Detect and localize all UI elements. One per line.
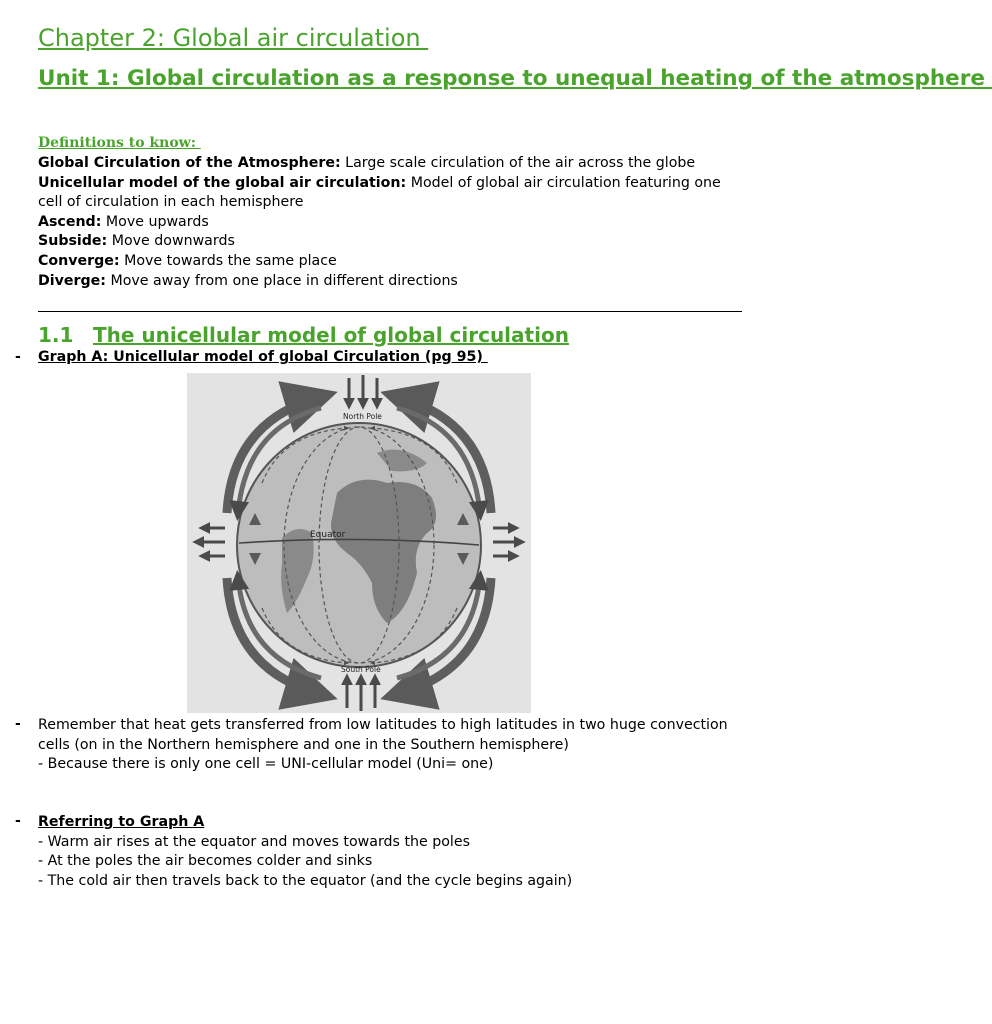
globe-diagram-svg bbox=[187, 373, 531, 713]
definition-item bbox=[38, 272, 738, 292]
explanation-line: - Warm air rises at the equator and moves towards the poles bbox=[38, 833, 470, 850]
unicellular-note: - Because there is only one cell = UNI-cellular model (Uni= one) bbox=[38, 756, 494, 773]
explanation-line: - At the poles the air becomes colder and sinks bbox=[38, 853, 373, 870]
graph-a-reference: Referring to Graph A bbox=[38, 814, 205, 830]
equator-label: Equator bbox=[310, 530, 346, 540]
definition-text: Model of global air circulation featuring one cell of circulation in each hemisphere bbox=[38, 174, 721, 211]
north-pole-label: North Pole bbox=[343, 412, 382, 421]
circulation-diagram bbox=[187, 373, 531, 713]
definition-term: Global Circulation of the Atmosphere: bbox=[38, 155, 341, 171]
definition-item bbox=[38, 174, 738, 213]
definition-text: Large scale circulation of the air across the globe bbox=[340, 155, 696, 171]
bullet-dash: - bbox=[15, 349, 21, 365]
definition-term: Ascend: bbox=[38, 213, 102, 230]
section-heading bbox=[38, 321, 569, 349]
definition-text: Move away from one place in different directions bbox=[105, 272, 458, 289]
bullet-dash: - bbox=[15, 813, 21, 829]
unit-title bbox=[38, 64, 992, 93]
definition-text: Move upwards bbox=[101, 213, 209, 230]
definition-item bbox=[38, 154, 738, 174]
definitions-heading: Definitions to know: bbox=[38, 135, 201, 151]
definition-item bbox=[38, 252, 738, 272]
bullet-dash: - bbox=[15, 716, 21, 732]
section-number: 1.1 bbox=[38, 323, 74, 347]
graph-a-explanation bbox=[38, 813, 738, 891]
chapter-title: Chapter 2: Global air circulation bbox=[38, 24, 429, 52]
definition-term: Unicellular model of the global air circulation: bbox=[38, 174, 407, 191]
south-pole-label: South Pole bbox=[341, 665, 381, 674]
unit-title-text: Unit 1: Global circulation as a response to unequal heating of the atmosphere bbox=[38, 66, 992, 91]
definition-term: Converge: bbox=[38, 252, 120, 269]
definitions-list bbox=[38, 154, 738, 291]
definition-item bbox=[38, 213, 738, 233]
section-title: The unicellular model of global circulation bbox=[93, 323, 569, 347]
definition-term: Subside: bbox=[38, 233, 108, 250]
definition-item bbox=[38, 232, 738, 252]
explanation-line: - The cold air then travels back to the equator (and the cycle begins again) bbox=[38, 872, 573, 889]
definition-text: Move downwards bbox=[107, 233, 235, 250]
definition-term: Diverge: bbox=[38, 272, 106, 289]
convection-paragraph bbox=[38, 716, 738, 775]
convection-text: Remember that heat gets transferred from low latitudes to high latitudes in two huge convection cells (on in the Northern hemisphere and one in the Southern hemisphere) bbox=[38, 717, 728, 753]
graph-a-label: Graph A: Unicellular model of global Circulation (pg 95) bbox=[38, 349, 488, 365]
horizontal-divider bbox=[38, 311, 742, 312]
definition-text: Move towards the same place bbox=[119, 252, 337, 269]
